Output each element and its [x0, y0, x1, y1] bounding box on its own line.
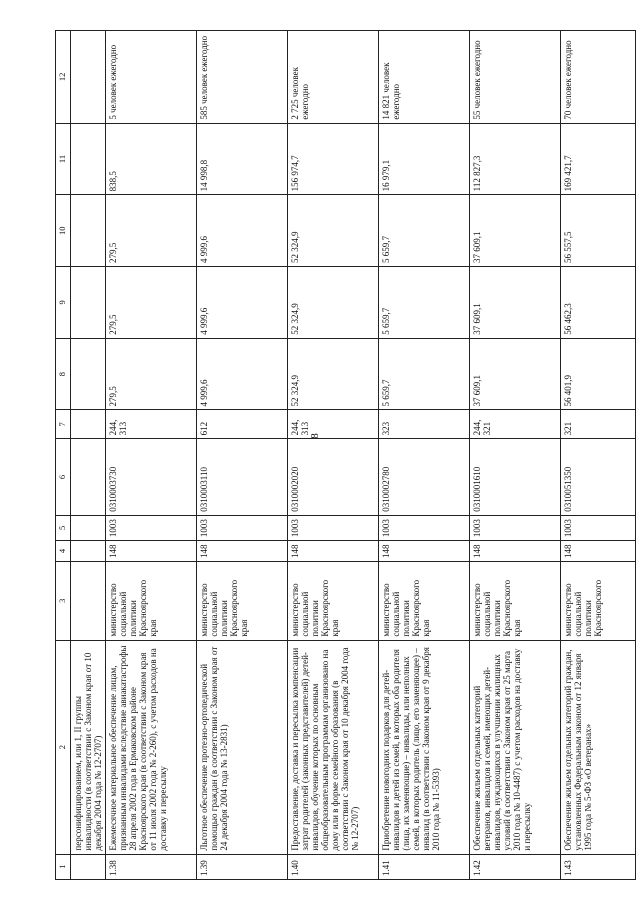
cell-c4: 148 [105, 541, 196, 562]
cell-c10: 56 557,5 [560, 195, 635, 267]
cell-c4: 148 [469, 541, 560, 562]
cell-c8: 5 659,7 [378, 338, 469, 410]
row-number: 1.41 [378, 854, 469, 879]
cell-c7: 244, 321 [469, 410, 560, 439]
cell-c6: 0310003730 [105, 439, 196, 515]
cell-c12: 2 725 человек ежегодно [287, 31, 378, 124]
page-number: 8 [308, 433, 321, 439]
responsible-ministry: министерство социальной политики Красноярского края [287, 561, 378, 640]
column-header: 5 [56, 515, 71, 540]
cell-c5: 1003 [378, 515, 469, 540]
measure-description: Приобретение новогодних подарков для детей-инвалидов и детей из семей, в которых оба родителя (лица, их заменяющие) – инвалиды, или неполных семей, в которых родитель (лицо, его заменяющее) – инвалид (в соответствии с Законом края от 9 декабря 2010 года № 11-5393) [378, 640, 469, 854]
table-row [196, 31, 287, 880]
measure-description: Предоставление, доставка и пересылка компенсации затрат родителей (законных представителей) детей-инвалидов, обучение которых по основным общеобразовательным программам организовано на дому или в форме семейного образования (в соответствии с Законом края от 10 декабря 2004 года № 12-2707) [287, 640, 378, 854]
cell-c6: 0310002780 [378, 439, 469, 515]
cell-c12: 70 человек ежегодно [560, 31, 635, 124]
row-number: 1.38 [105, 854, 196, 879]
cell-c12: 14 821 человек ежегодно [378, 31, 469, 124]
cell-c9: 5 659,7 [378, 267, 469, 339]
cell-c8: 37 609,1 [469, 338, 560, 410]
cell-c4: 148 [378, 541, 469, 562]
column-header: 1 [56, 854, 71, 879]
cell-c11: 16 979,1 [378, 123, 469, 195]
cell-c5: 1003 [560, 515, 635, 540]
cell-c10: 4 999,6 [196, 195, 287, 267]
cell-c9: 37 609,1 [469, 267, 560, 339]
column-header: 9 [56, 267, 71, 339]
cell-c9: 56 462,3 [560, 267, 635, 339]
responsible-ministry: министерство социальной политики Красноярского края [469, 561, 560, 640]
cell-c7: 612 [196, 410, 287, 439]
column-header: 12 [56, 31, 71, 124]
column-header: 4 [56, 541, 71, 562]
cell-c4: 148 [196, 541, 287, 562]
column-header: 10 [56, 195, 71, 267]
cell-c10: 5 659,7 [378, 195, 469, 267]
cell-c11: 14 998,8 [196, 123, 287, 195]
cell-c12: 5 человек ежегодно [105, 31, 196, 124]
table-row [287, 31, 378, 880]
cell-c5: 1003 [196, 515, 287, 540]
cell-c10: 37 609,1 [469, 195, 560, 267]
cell-c10: 279,5 [105, 195, 196, 267]
column-header: 8 [56, 338, 71, 410]
measure-description: Льготное обеспечение протезно-ортопедической помощью граждан (в соответствии с Законом края от 24 декабря 2004 года № 13-2831) [196, 640, 287, 854]
row-number: 1.42 [469, 854, 560, 879]
cell-c5: 1003 [105, 515, 196, 540]
cell-c11: 838,5 [105, 123, 196, 195]
cell-c10: 52 324,9 [287, 195, 378, 267]
cell-c8: 52 324,9 [287, 338, 378, 410]
cell-c12: 55 человек ежегодно [469, 31, 560, 124]
cell-c9: 4 999,6 [196, 267, 287, 339]
cell-c4: 148 [287, 541, 378, 562]
table-row [469, 31, 560, 880]
column-header: 3 [56, 561, 71, 640]
row-number: 1.43 [560, 854, 635, 879]
responsible-ministry: министерство социальной политики Красноярского края [105, 561, 196, 640]
continuation-text: персонифицированием, или 1, II группы инвалидности (в соответствии с Законом края от 10 декабря 2004 года № 12-2707) [70, 640, 105, 854]
row-number: 1.40 [287, 854, 378, 879]
cell-c11: 156 974,7 [287, 123, 378, 195]
cell-c7: 321 [560, 410, 635, 439]
table-row [105, 31, 196, 880]
column-header: 2 [56, 640, 71, 854]
measure-description: Ежемесячное материальное обеспечение лицам, признанным инвалидами вследствие авиакатастрофы 28 апреля 2002 года в Ермаковском районе Красноярского края (в соответствии с Законом края от 11 июля 2002 года № 2-260), с учетом расходов на доставку и пересылку [105, 640, 196, 854]
cell-c9: 279,5 [105, 267, 196, 339]
cell-c6: 0310051350 [560, 439, 635, 515]
responsible-ministry: министерство социальной политики Красноярского края [378, 561, 469, 640]
column-header: 7 [56, 410, 71, 439]
continuation-row [70, 31, 105, 880]
cell-c8: 279,5 [105, 338, 196, 410]
measure-description: Обеспечение жильем отдельных категорий граждан, установленных Федеральным законом от 12 января 1995 года № 5-ФЗ «О ветеранах» [560, 640, 635, 854]
cell-c7: 244, 313 [287, 410, 378, 439]
cell-c9: 52 324,9 [287, 267, 378, 339]
rotated-table-sheet [55, 30, 625, 880]
responsible-ministry: министерство социальной политики Красноярского края [196, 561, 287, 640]
column-header: 11 [56, 123, 71, 195]
cell-c12: 585 человек ежегодно [196, 31, 287, 124]
cell-c7: 244, 313 [105, 410, 196, 439]
table-row [378, 31, 469, 880]
cell-c6: 0310002020 [287, 439, 378, 515]
row-number: 1.39 [196, 854, 287, 879]
cell-c11: 169 421,7 [560, 123, 635, 195]
measure-description: Обеспечение жильем отдельных категорий ветеранов, инвалидов и семей, имеющих детей-инвалидов, нуждающихся в улучшении жилищных условий (в соответствии с Законом края от 25 марта 2010 года № 10-4487) с учетом расходов на доставку и пересылку [469, 640, 560, 854]
program-measures-table [55, 30, 636, 880]
responsible-ministry: министерство социальной политики Красноярского [560, 561, 635, 640]
column-header: 6 [56, 439, 71, 515]
cell-c6: 0310003110 [196, 439, 287, 515]
table-row [560, 31, 635, 880]
cell-c4: 148 [560, 541, 635, 562]
cell-c11: 112 827,3 [469, 123, 560, 195]
cell-c5: 1003 [469, 515, 560, 540]
cell-c8: 4 999,6 [196, 338, 287, 410]
cell-c7: 323 [378, 410, 469, 439]
cell-c6: 0310001610 [469, 439, 560, 515]
cell-c5: 1003 [287, 515, 378, 540]
cell-c8: 56 401,9 [560, 338, 635, 410]
column-number-row [56, 31, 71, 880]
